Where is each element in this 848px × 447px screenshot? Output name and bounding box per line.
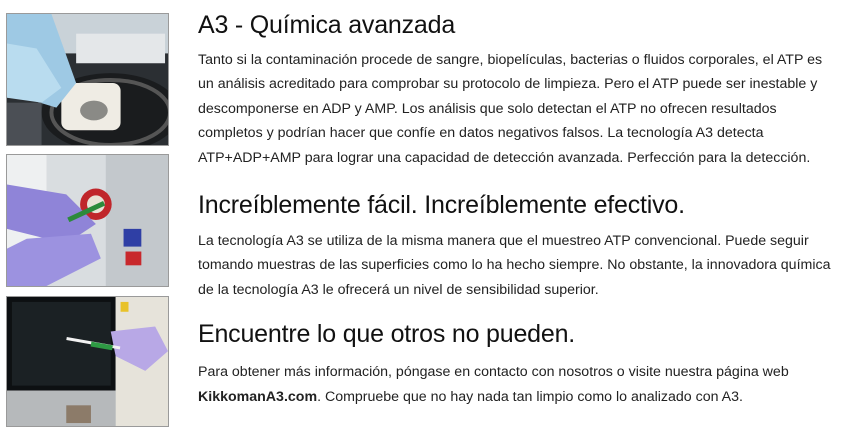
closing-text: . Compruebe que no hay nada tan limpio como lo analizado con A3. [317,388,743,405]
section-body-easy-effective: La tecnología A3 se utiliza de la misma manera que el muestreo ATP convencional. Puede seguir tomando muestras de las superficies como lo ha hecho siempre. No obstante, la innovadora química de la tecnología A3 le ofrecerá un nivel de sensibilidad superior. [198,233,831,298]
section-body-find-more [198,360,838,409]
section-body-advanced-chemistry: Tanto si la contaminación procede de sangre, biopelículas, bacterias o fluidos corporales, el ATP es un análisis acreditado para comprobar su protocolo de limpieza. Pero el ATP puede ser inestable y descomponerse en ADP y AMP. Los análisis que solo detectan el ATP no ofrecen resultados completos y podrían hacer que confíe en datos negativos falsos. La tecnología A3 detecta ATP+ADP+AMP para lograr una capacidad de detección avanzada. Perfección para la detección. [198,52,823,166]
website-link[interactable]: KikkomanA3.com [198,388,318,405]
contact-text: Para obtener más información, póngase en contacto con nosotros o visite nuestra página web [198,364,789,381]
photo-monitor-swab [6,296,169,427]
photo-swab-sampling [6,154,169,287]
section-title-find-more: Encuentre lo que otros no pueden. [198,320,576,349]
section-title-easy-effective: Increíblemente fácil. Increíblemente efectivo. [198,191,685,220]
photo-endoscope-cleaning [6,13,169,146]
section-title-advanced-chemistry: A3 - Química avanzada [198,11,456,39]
article [198,8,838,409]
